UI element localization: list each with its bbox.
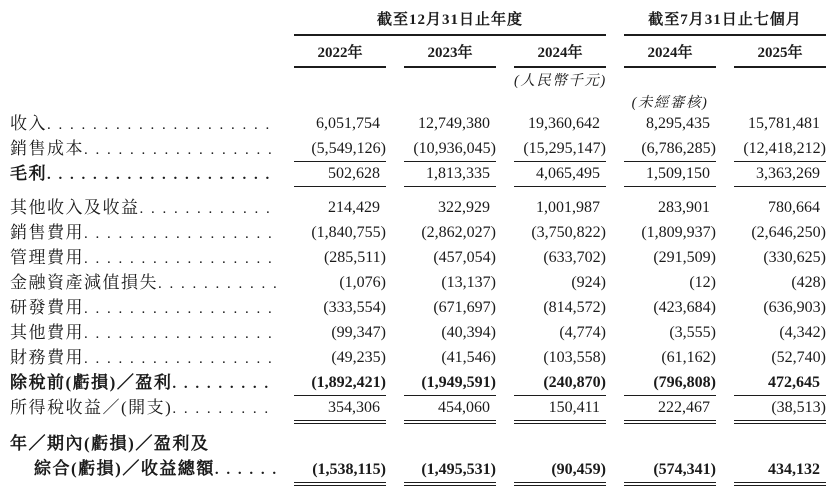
year-column-header: 2024年 xyxy=(624,36,716,68)
dot-leader xyxy=(172,371,276,396)
row-label: 年／期內(虧損)／盈利及 綜合(虧損)／收益總額 . . . xyxy=(10,431,276,483)
value-cell: (41,546) xyxy=(441,349,496,366)
value-cell: (15,295,147) xyxy=(514,137,606,162)
value-cell: (428) xyxy=(791,274,826,291)
table-row-total-comprehensive-income xyxy=(10,433,832,483)
table-row-other-expenses xyxy=(10,321,832,346)
year-column-header: 2023年 xyxy=(404,36,496,68)
period-header-annual: 截至12月31日止年度 xyxy=(294,8,606,36)
value-cell: 434,132 xyxy=(734,458,826,483)
value-cell: (99,347) xyxy=(331,324,386,341)
dot-leader xyxy=(84,346,276,371)
value-cell: (1,495,531) xyxy=(404,458,496,483)
table-row-profit-before-tax xyxy=(10,371,832,396)
value-cell: (4,774) xyxy=(559,324,606,341)
value-cell: (333,554) xyxy=(323,299,386,316)
value-cell: (38,513) xyxy=(734,396,826,421)
row-label: 金融資產減值損失 . . . xyxy=(10,271,276,296)
value-cell: (423,684) xyxy=(653,299,716,316)
value-cell: (1,949,591) xyxy=(404,371,496,396)
value-cell: 1,001,987 xyxy=(536,199,600,216)
value-cell: 354,306 xyxy=(294,396,386,421)
dot-leader xyxy=(84,246,276,271)
row-label: 研發費用 . . . xyxy=(10,296,276,321)
currency-note-row xyxy=(10,68,832,90)
value-cell: (3,555) xyxy=(669,324,716,341)
value-cell: (240,870) xyxy=(514,371,606,396)
value-cell: (3,750,822) xyxy=(531,224,606,241)
value-cell: (10,936,045) xyxy=(404,137,496,162)
value-cell: (636,903) xyxy=(763,299,826,316)
table-row-impairment-losses xyxy=(10,271,832,296)
value-cell: (330,625) xyxy=(763,249,826,266)
value-cell: (1,538,115) xyxy=(294,458,386,483)
table-row-gross-profit xyxy=(10,162,832,187)
value-cell: 12,749,380 xyxy=(418,115,490,132)
dot-leader xyxy=(84,296,276,321)
row-label: 其他收入及收益 . . . xyxy=(10,196,276,221)
table-row-finance-costs xyxy=(10,346,832,371)
dot-leader xyxy=(84,321,276,346)
row-label: 銷售成本 . . . xyxy=(10,137,276,162)
value-cell: (633,702) xyxy=(543,249,606,266)
dot-leader xyxy=(84,221,276,246)
value-cell: 150,411 xyxy=(514,396,606,421)
value-cell: (1,892,421) xyxy=(294,371,386,396)
row-label: 其他費用 . . . xyxy=(10,321,276,346)
value-cell: (291,509) xyxy=(653,249,716,266)
value-cell: 4,065,495 xyxy=(514,162,606,187)
value-cell: (12) xyxy=(689,274,716,291)
value-cell: (12,418,212) xyxy=(734,137,826,162)
value-cell: (924) xyxy=(571,274,606,291)
value-cell: 214,429 xyxy=(328,199,380,216)
value-cell: 454,060 xyxy=(404,396,496,421)
year-column-header: 2025年 xyxy=(734,36,826,68)
value-cell: 19,360,642 xyxy=(528,115,600,132)
dot-leader xyxy=(172,396,276,421)
value-cell: 283,901 xyxy=(658,199,710,216)
table-row-admin-expenses xyxy=(10,246,832,271)
value-cell: 1,509,150 xyxy=(624,162,716,187)
value-cell: (457,054) xyxy=(433,249,496,266)
value-cell: (1,840,755) xyxy=(311,224,386,241)
value-cell: 502,628 xyxy=(294,162,386,187)
dot-leader xyxy=(158,271,276,296)
value-cell: (796,808) xyxy=(624,371,716,396)
value-cell: 6,051,754 xyxy=(316,115,380,132)
table-row-other-income xyxy=(10,196,832,221)
dot-leader xyxy=(47,112,276,137)
year-column-header: 2022年 xyxy=(294,36,386,68)
value-cell: (285,511) xyxy=(323,249,386,266)
value-cell: (1,809,937) xyxy=(641,224,716,241)
value-cell: (61,162) xyxy=(661,349,716,366)
row-label: 財務費用 . . . xyxy=(10,346,276,371)
value-cell: (103,558) xyxy=(543,349,606,366)
value-cell: (814,572) xyxy=(543,299,606,316)
value-cell: 15,781,481 xyxy=(748,115,820,132)
value-cell: (52,740) xyxy=(771,349,826,366)
table-row-selling-expenses xyxy=(10,221,832,246)
value-cell: (5,549,126) xyxy=(294,137,386,162)
value-cell: (574,341) xyxy=(624,458,716,483)
value-cell: 1,813,335 xyxy=(404,162,496,187)
value-cell: (40,394) xyxy=(441,324,496,341)
dot-leader xyxy=(84,137,276,162)
year-column-header: 2024年 xyxy=(514,36,606,68)
currency-note: (人民幣千元) xyxy=(514,72,607,89)
value-cell: (671,697) xyxy=(433,299,496,316)
row-label: 所得稅收益／(開支) . . . xyxy=(10,396,276,421)
dot-leader xyxy=(140,196,277,221)
value-cell: (1,076) xyxy=(339,274,386,291)
row-label: 除稅前(虧損)／盈利 . . . xyxy=(10,371,276,396)
period-header-row xyxy=(10,8,832,36)
row-label: 管理費用 . . . xyxy=(10,246,276,271)
table-row-income-tax xyxy=(10,396,832,421)
value-cell: 8,295,435 xyxy=(646,115,710,132)
year-header-row xyxy=(10,36,832,68)
table-row-revenue xyxy=(10,112,832,137)
value-cell: (90,459) xyxy=(514,458,606,483)
value-cell: (2,646,250) xyxy=(751,224,826,241)
value-cell: (6,786,285) xyxy=(624,137,716,162)
value-cell: 222,467 xyxy=(624,396,716,421)
row-label: 收入 . . . xyxy=(10,112,276,137)
table-row-cost-of-sales xyxy=(10,137,832,162)
value-cell: (2,862,027) xyxy=(421,224,496,241)
value-cell: (4,342) xyxy=(779,324,826,341)
unaudited-note-row xyxy=(10,90,832,112)
value-cell: 780,664 xyxy=(768,199,820,216)
value-cell: 3,363,269 xyxy=(734,162,826,187)
value-cell: (13,137) xyxy=(441,274,496,291)
period-header-seven-months: 截至7月31日止七個月 xyxy=(624,8,826,36)
unaudited-note: (未經審核) xyxy=(631,94,709,111)
value-cell: 322,929 xyxy=(438,199,490,216)
table-row-rd-expenses xyxy=(10,296,832,321)
row-label: 銷售費用 . . . xyxy=(10,221,276,246)
dot-leader xyxy=(47,162,276,187)
value-cell: 472,645 xyxy=(734,371,826,396)
value-cell: (49,235) xyxy=(331,349,386,366)
row-label: 毛利 . . . xyxy=(10,162,276,187)
dot-leader xyxy=(215,456,276,483)
